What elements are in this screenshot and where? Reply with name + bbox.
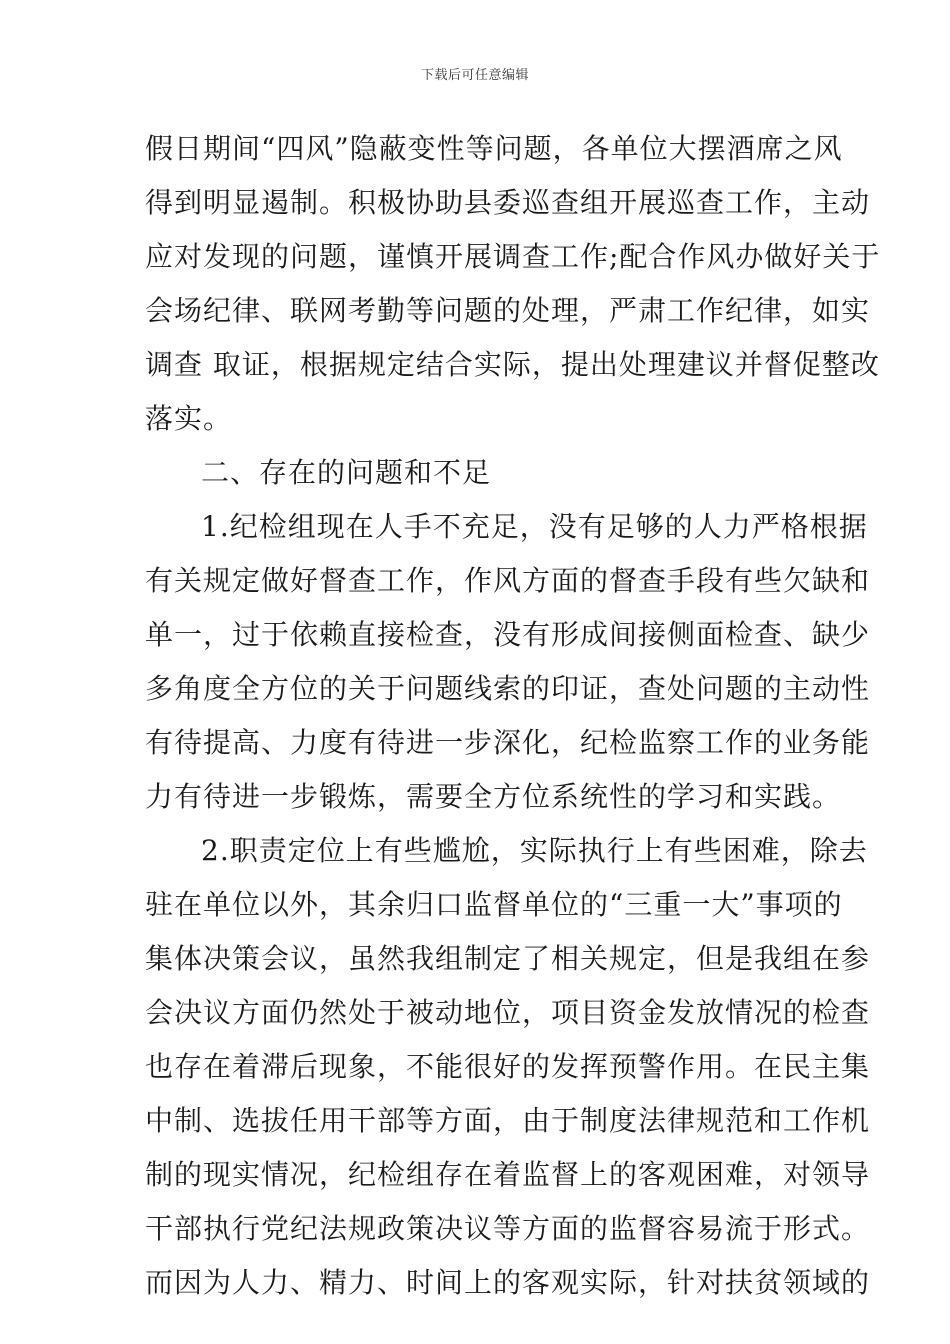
text-line-17: 会决议方面仍然处于被动地位，项目资金发放情况的检查 [145,996,871,1029]
text-line-11: 多角度全方位的关于问题线索的印证，查处问题的主动性 [145,672,871,705]
text-line-20: 制的现实情况，纪检组存在着监督上的客观困难，对领导 [145,1158,871,1191]
text-line-12: 有待提高、力度有待进一步深化，纪检监察工作的业务能 [145,726,871,759]
text-line-2: 得到明显遏制。积极协助县委巡查组开展巡查工作，主动 [145,186,871,219]
text-line-5: 调查 取证，根据规定结合实际，提出处理建议并督促整改 [145,348,880,381]
text-line-10: 单一，过于依赖直接检查，没有形成间接侧面检查、缺少 [145,618,871,651]
text-line-16: 集体决策会议，虽然我组制定了相关规定，但是我组在参 [145,942,871,975]
text-line-18: 也存在着滞后现象，不能很好的发挥预警作用。在民主集 [145,1050,871,1083]
text-line-13: 力有待进一步锻炼，需要全方位系统性的学习和实践。 [145,780,842,813]
text-line-4: 会场纪律、联网考勤等问题的处理，严肃工作纪律，如实 [145,294,871,327]
text-line-19: 中制、选拔任用干部等方面，由于制度法律规范和工作机 [145,1104,871,1137]
document-body [145,127,881,1315]
text-line-21: 干部执行党纪法规政策决议等方面的监督容易流于形式。 [145,1212,871,1245]
page-header: 下载后可任意编辑 [420,68,529,83]
text-line-1: 假日期间“四风”隐蔽变性等问题，各单位大摆酒席之风 [145,132,843,165]
text-line-14: 2.职责定位上有些尴尬，实际执行上有些困难，除去 [201,834,868,867]
section-heading: 二、存在的问题和不足 [201,456,492,489]
text-line-8: 1.纪检组现在人手不充足，没有足够的人力严格根据 [201,510,868,543]
text-line-9: 有关规定做好督查工作，作风方面的督查手段有些欠缺和 [145,564,871,597]
text-line-3: 应对发现的问题，谨慎开展调查工作;配合作风办做好关于 [145,240,881,273]
text-line-6: 落实。 [145,402,233,435]
text-line-15: 驻在单位以外，其余归口监督单位的“三重一大”事项的 [145,888,843,921]
text-line-22: 而因为人力、精力、时间上的客观实际，针对扶贫领域的 [145,1266,871,1299]
